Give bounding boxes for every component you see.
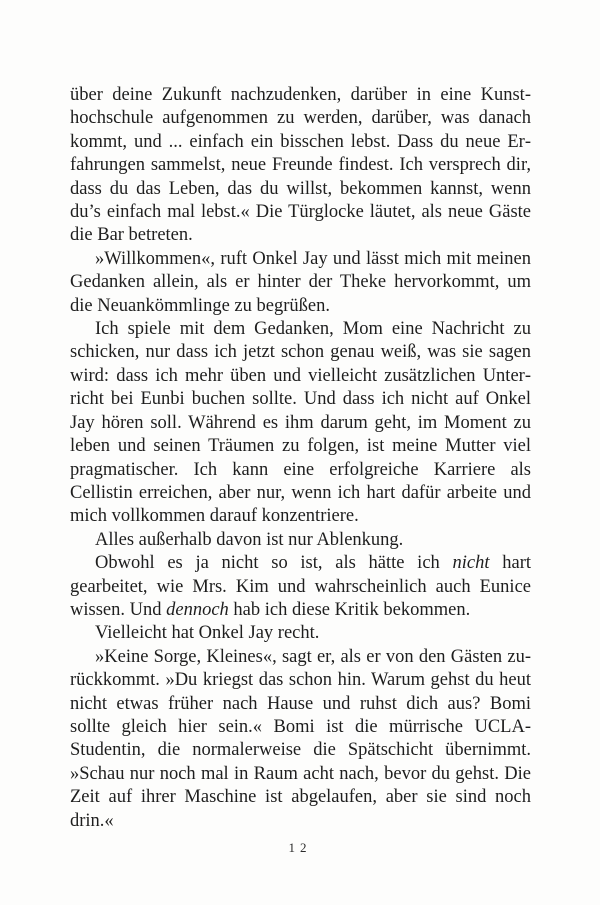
paragraph	[70, 248, 531, 318]
text-run: Obwohl es ja nicht so ist, als hätte ich	[95, 553, 453, 574]
text-run: hart gearbeitet, wie Mrs. Kim und wahrscheinlich auch Eunice wissen. Und	[70, 553, 531, 620]
text-run: hab ich diese Kritik bekommen.	[228, 599, 471, 620]
page-number: 12	[288, 840, 312, 855]
paragraph	[70, 84, 531, 248]
text-run: Vielleicht hat Onkel Jay recht.	[95, 623, 320, 644]
page-text	[70, 84, 531, 833]
paragraph	[70, 318, 531, 529]
emphasized-text: dennoch	[166, 599, 229, 620]
emphasized-text: nicht	[452, 553, 490, 574]
paragraph	[70, 646, 531, 833]
text-run: Alles außerhalb davon ist nur Ablenkung.	[95, 529, 404, 550]
text-run: über deine Zukunft nachzudenken, darüber in eine Kunsthochschule aufgenommen zu werden, darüber, was danach kommt, und ... einfach ein bisschen lebst. Dass du neue Erfahrungen sammelst, neue Freunde findest. Ich versprech dir, dass du das Leben, das du willst, bekommen kannst, wenn du’s einfach mal lebst.« Die Türglocke läutet, als neue Gäste die Bar betreten.	[70, 85, 531, 246]
text-run: »Keine Sorge, Kleines«, sagt er, als er von den Gästen zurückkommt. »Du kriegst das schon hin. Warum gehst du heut nicht etwas früher nach Hause und ruhst dich aus? Bomi sollte gleich hier sein.« Bomi ist die mürrische UCLA-Studentin, die normalerweise die Spätschicht übernimmt. »Schau nur noch mal in Raum acht nach, bevor du gehst. Die Zeit auf ihrer Maschine ist abgelaufen, aber sie sind noch drin.«	[70, 646, 531, 831]
paragraph	[70, 529, 531, 552]
text-run: Ich spiele mit dem Gedanken, Mom eine Nachricht zu schicken, nur dass ich jetzt schon genau weiß, was sie sagen wird: dass ich mehr üben und vielleicht zusätzlichen Unterricht bei Eunbi buchen sollte. Und dass ich nicht auf Onkel Jay hören soll. Während es ihm darum geht, im Moment zu leben und seinen Träumen zu folgen, ist meine Mutter viel pragmatischer. Ich kann eine erfolgreiche Karriere als Cellistin erreichen, aber nur, wenn ich hart dafür arbeite und mich vollkommen darauf konzentriere.	[70, 319, 531, 527]
paragraph	[70, 552, 531, 622]
paragraph	[70, 622, 531, 645]
text-run: »Willkommen«, ruft Onkel Jay und lässt mich mit meinen Gedanken allein, als er hinter der Theke hervorkommt, um die Neuankömmlinge zu begrüßen.	[70, 248, 531, 316]
